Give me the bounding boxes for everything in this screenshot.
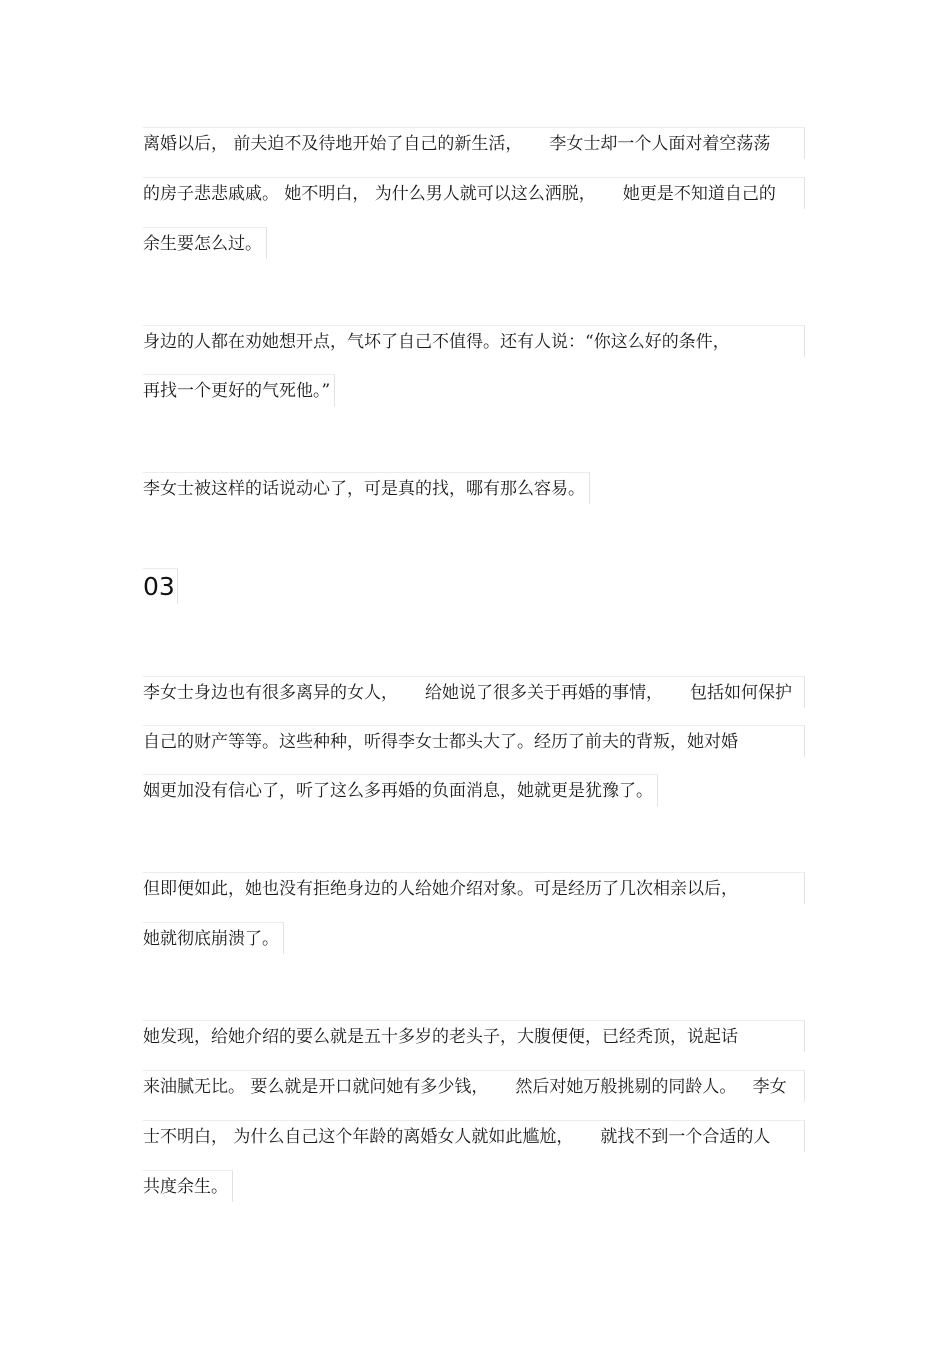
paragraph-1-line-1: 离婚以后， 前夫迫不及待地开始了自己的新生活， 李女士却一个人面对着空荡荡 xyxy=(143,127,805,159)
paragraph-6-line-2: 来油腻无比。 要么就是开口就问她有多少钱， 然后对她万般挑剔的同龄人。 李女 xyxy=(143,1070,805,1102)
paragraph-5-line-2: 她就彻底崩溃了。 xyxy=(143,922,284,954)
paragraph-6-line-1: 她发现，给她介绍的要么就是五十多岁的老头子，大腹便便，已经秃顶，说起话 xyxy=(143,1020,805,1052)
section-heading: 03 xyxy=(143,568,178,604)
paragraph-1-line-3: 余生要怎么过。 xyxy=(143,227,267,259)
paragraph-2-line-2: 再找一个更好的气死他。” xyxy=(143,374,335,406)
paragraph-5-line-1: 但即便如此，她也没有拒绝身边的人给她介绍对象。可是经历了几次相亲以后， xyxy=(143,872,805,904)
paragraph-4-line-2: 自己的财产等等。这些种种，听得李女士都头大了。经历了前夫的背叛，她对婚 xyxy=(143,725,805,757)
paragraph-4-line-1: 李女士身边也有很多离异的女人， 给她说了很多关于再婚的事情， 包括如何保护 xyxy=(143,676,805,708)
paragraph-2-line-1: 身边的人都在劝她想开点，气坏了自己不值得。还有人说：“你这么好的条件， xyxy=(143,325,805,357)
paragraph-1-line-2: 的房子悲悲戚戚。 她不明白， 为什么男人就可以这么洒脱， 她更是不知道自己的 xyxy=(143,177,805,209)
paragraph-6-line-3: 士不明白， 为什么自己这个年龄的离婚女人就如此尴尬， 就找不到一个合适的人 xyxy=(143,1120,805,1152)
paragraph-6-line-4: 共度余生。 xyxy=(143,1170,233,1202)
paragraph-4-line-3: 姻更加没有信心了，听了这么多再婚的负面消息，她就更是犹豫了。 xyxy=(143,774,658,806)
paragraph-3-line-1: 李女士被这样的话说动心了，可是真的找，哪有那么容易。 xyxy=(143,472,590,504)
